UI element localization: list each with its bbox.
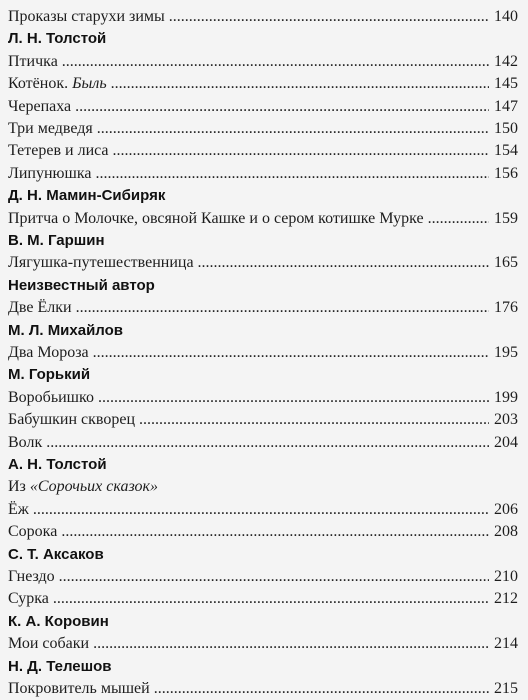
dot-leader [428,208,489,230]
dot-leader [53,588,489,610]
toc-entry[interactable] [8,409,518,431]
page-number: 150 [494,120,518,137]
collection-heading-prefix: Из [8,478,30,496]
dot-leader [93,342,489,364]
entry-title-text: Бабушкин скворец [8,411,136,429]
entry-title [8,252,194,274]
entry-title [8,566,55,588]
dot-leader [169,6,489,28]
author-name: М. Л. Михайлов [8,321,124,339]
page-number: 140 [494,8,518,25]
entry-title-text: Притча о Молочке, овсяной Кашке и о сером котишке Мурке [8,209,424,227]
author-name: С. Т. Аксаков [8,545,104,563]
entry-title-text: Ёж [8,500,29,518]
entry-title-text: Гнездо [8,568,55,585]
page-number: 199 [494,388,518,406]
toc-entry[interactable] [8,96,518,118]
collection-heading-title: «Сорочьих сказок» [29,478,158,496]
toc-entry[interactable] [8,342,518,364]
entry-title [8,409,135,431]
toc-entry[interactable] [8,51,518,73]
dot-leader [33,499,489,521]
dot-leader [95,163,489,185]
page-number: 145 [494,75,518,93]
entry-title-text: Тетерев и лиса [8,142,109,160]
entry-title [8,6,165,28]
page-number: 159 [494,209,518,227]
author-name: К. А. Коровин [8,612,109,630]
entry-title [8,387,94,409]
toc-entry[interactable] [8,387,518,409]
page-number: 212 [494,590,518,608]
author-heading [8,230,518,252]
toc-entry[interactable] [8,588,518,610]
entry-title-text: Воробьишко [8,388,94,406]
entry-title-text: Сорока [8,523,58,541]
entry-title-italic: Быль [72,75,107,93]
page-number: 147 [494,97,518,115]
entry-title [8,163,91,185]
toc-entry[interactable] [8,432,518,454]
dot-leader [98,387,489,409]
author-heading [8,454,518,476]
page-number: 165 [494,254,518,272]
author-name: А. Н. Толстой [8,456,107,473]
author-heading [8,320,518,342]
table-of-contents [0,6,528,700]
entry-title-text: Два Мороза [8,344,89,361]
page-number: 208 [494,523,518,541]
entry-title-text: Волк [8,433,43,451]
entry-title [8,73,107,95]
page-number: 154 [494,142,518,160]
entry-title [8,588,49,610]
toc-entry[interactable] [8,163,518,185]
entry-title [8,499,29,521]
page-number: 142 [494,52,518,70]
author-name: В. М. Гаршин [8,232,105,249]
author-name: Л. Н. Толстой [8,30,107,48]
entry-title-text: Лягушка-путешественница [8,254,194,272]
dot-leader [154,678,489,700]
collection-heading [8,476,518,498]
toc-entry[interactable] [8,521,518,543]
entry-title-text: Три медведя [8,120,93,137]
page-number: 215 [494,680,518,697]
toc-entry[interactable] [8,633,518,655]
entry-title-text: Две Ёлки [8,299,72,317]
entry-title [8,633,89,655]
entry-title-text: Мои собаки [8,635,90,653]
dot-leader [139,409,489,431]
toc-entry[interactable] [8,208,518,230]
author-heading [8,28,518,50]
dot-leader [59,566,489,588]
page-number: 195 [494,344,518,361]
author-heading [8,611,518,633]
dot-leader [61,521,489,543]
page-number: 176 [494,299,518,317]
entry-title [8,208,424,230]
entry-title-text: Сурка [8,590,49,608]
author-name: Д. Н. Мамин-Сибиряк [8,187,166,205]
entry-title-text: Птичка [8,52,58,70]
entry-title [8,118,93,140]
page-number: 214 [494,635,518,653]
entry-title [8,432,42,454]
dot-leader [93,633,489,655]
dot-leader [62,51,489,73]
page-number: 203 [494,411,518,429]
entry-title [8,297,72,319]
dot-leader [76,297,489,319]
entry-title-text: Черепаха [8,97,72,115]
entry-title-text: Липунюшка [8,164,92,182]
author-name: М. Горький [8,366,91,384]
entry-title-text: Проказы старухи зимы [8,8,165,25]
toc-entry[interactable] [8,140,518,162]
author-heading [8,275,518,297]
author-heading [8,185,518,207]
page-number: 204 [494,433,518,451]
entry-title-text: Покровитель мышей [8,680,150,697]
dot-leader [97,118,489,140]
toc-entry[interactable] [8,73,518,95]
dot-leader [75,96,489,118]
dot-leader [46,432,489,454]
toc-entry[interactable] [8,6,518,28]
toc-entry[interactable] [8,297,518,319]
dot-leader [113,140,489,162]
entry-title [8,140,109,162]
entry-title [8,678,150,700]
entry-title [8,51,58,73]
entry-title [8,342,89,364]
author-name: Неизвестный автор [8,276,155,294]
dot-leader [111,73,489,95]
toc-entry[interactable] [8,118,518,140]
author-heading [8,656,518,678]
toc-entry[interactable] [8,678,518,700]
author-name: Н. Д. Телешов [8,657,112,675]
toc-entry[interactable] [8,499,518,521]
toc-entry[interactable] [8,566,518,588]
dot-leader [198,252,489,274]
entry-title-text: Котёнок. [8,75,73,93]
entry-title [8,521,57,543]
author-heading [8,544,518,566]
toc-entry[interactable] [8,252,518,274]
entry-title [8,96,71,118]
page-number: 156 [494,164,518,182]
page-number: 210 [494,568,518,585]
page-number: 206 [494,500,518,518]
author-heading [8,364,518,386]
